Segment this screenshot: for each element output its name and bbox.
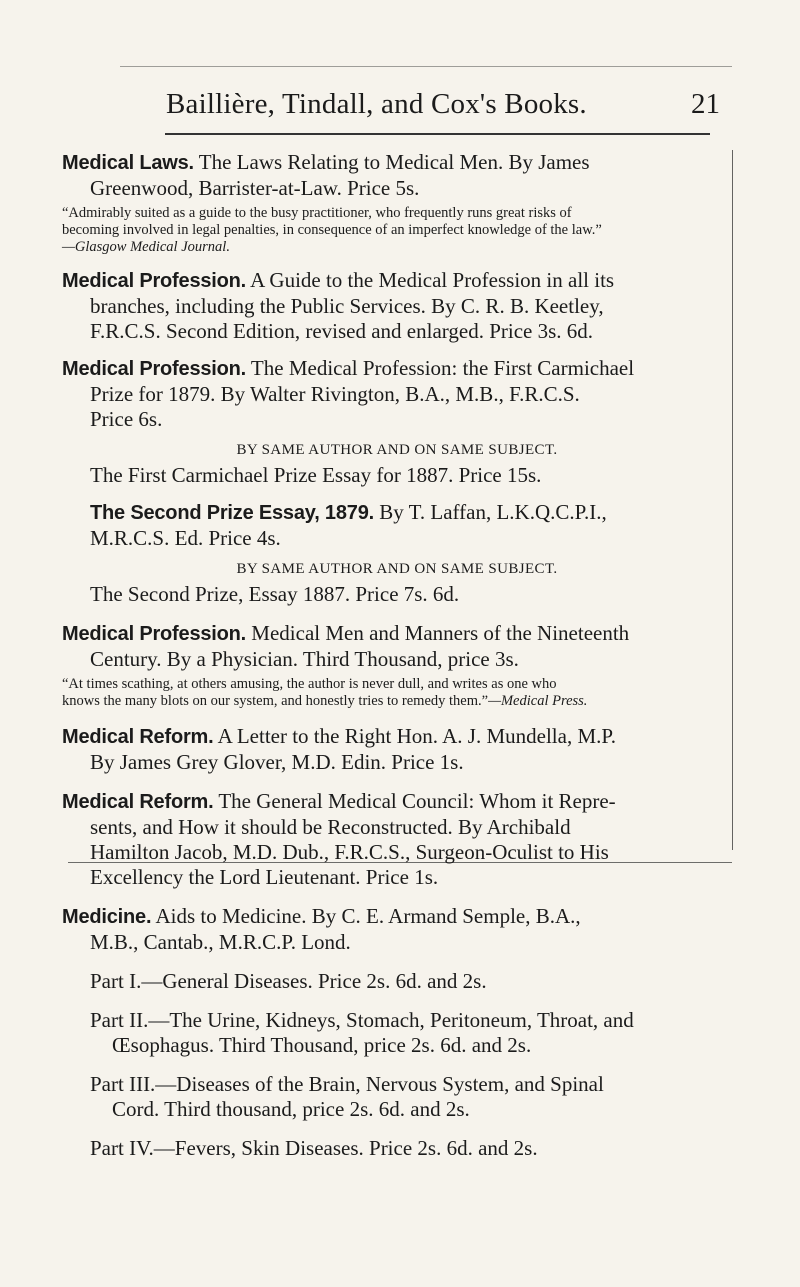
catalogue-entry (62, 904, 732, 1161)
entry-text: branches, including the Public Services. By C. R. B. Keetley, (90, 294, 604, 318)
entry-text: Price 6s. (90, 407, 163, 431)
entry-text: Century. By a Physician. Third Thousand, price 3s. (90, 647, 519, 671)
review-source: —Medical Press. (488, 693, 588, 709)
catalogue-list (62, 142, 732, 1161)
entry-text: Excellency the Lord Lieutenant. Price 1s. (90, 865, 439, 889)
top-rule (120, 66, 732, 67)
entry-text: M.B., Cantab., M.R.C.P. Lond. (90, 930, 351, 954)
entry-text: sents, and How it should be Reconstructed. By Archibald (90, 815, 571, 839)
catalogue-entry (62, 621, 732, 710)
entry-text: The Laws Relating to Medical Men. By James (198, 150, 590, 174)
same-author-heading: BY SAME AUTHOR AND ON SAME SUBJECT. (236, 561, 558, 577)
same-author-heading: BY SAME AUTHOR AND ON SAME SUBJECT. (236, 442, 558, 458)
review-quote: knows the many blots on our system, and honestly tries to remedy them.” (62, 693, 489, 709)
entry-heading: Medical Reform. (62, 726, 214, 748)
entry-heading: Medical Profession. (62, 270, 247, 292)
catalogue-entry (62, 724, 732, 775)
entry-text: F.R.C.S. Second Edition, revised and enlarged. Price 3s. 6d. (90, 319, 594, 343)
review-quote: becoming involved in legal penalties, in consequence of an imperfect knowledge of the law.” (62, 222, 602, 238)
catalogue-entry (62, 500, 732, 607)
part-line: Œsophagus. Third Thousand, price 2s. 6d. and 2s. (112, 1033, 532, 1057)
running-header (166, 88, 726, 134)
entry-text: The Medical Profession: the First Carmichael (250, 356, 635, 380)
part-line: Part II.—The Urine, Kidneys, Stomach, Peritoneum, Throat, and (90, 1008, 634, 1032)
entry-text: Prize for 1879. By Walter Rivington, B.A., M.B., F.R.C.S. (90, 382, 580, 406)
entry-heading: Medical Reform. (62, 791, 214, 813)
part-line: Part IV.—Fevers, Skin Diseases. Price 2s. 6d. and 2s. (90, 1136, 538, 1160)
frame-right-rule (732, 150, 733, 850)
entry-heading: Medical Profession. (62, 623, 247, 645)
catalogue-entry (62, 150, 732, 256)
entry-heading: The Second Prize Essay, 1879. (90, 502, 374, 524)
entry-text: The First Carmichael Prize Essay for 1887. Price 15s. (90, 463, 542, 487)
review-quote: “At times scathing, at others amusing, the author is never dull, and writes as one who (62, 676, 557, 692)
page-number: 21 (691, 88, 720, 120)
review-quote: “Admirably suited as a guide to the busy practitioner, who frequently runs great risks of (62, 205, 572, 221)
entry-text: Greenwood, Barrister-at-Law. Price 5s. (90, 176, 420, 200)
entry-text: The General Medical Council: Whom it Repre- (218, 789, 616, 813)
entry-heading: Medicine. (62, 906, 152, 928)
entry-text: The Second Prize, Essay 1887. Price 7s. 6d. (90, 582, 460, 606)
review-source: —Glasgow Medical Journal. (62, 239, 230, 255)
catalogue-entry (62, 356, 732, 488)
catalogue-entry (62, 789, 732, 890)
entry-text: A Guide to the Medical Profession in all its (250, 268, 615, 292)
header-title: Baillière, Tindall, and Cox's Books. (166, 88, 587, 120)
part-line: Part I.—General Diseases. Price 2s. 6d. and 2s. (90, 969, 487, 993)
entry-text: M.R.C.S. Ed. Price 4s. (90, 526, 281, 550)
entry-heading: Medical Laws. (62, 152, 194, 174)
entry-text: Hamilton Jacob, M.D. Dub., F.R.C.S., Surgeon-Oculist to His (90, 840, 609, 864)
entry-text: By James Grey Glover, M.D. Edin. Price 1s. (90, 750, 464, 774)
entry-text: Medical Men and Manners of the Nineteenth (251, 621, 630, 645)
header-rule (165, 133, 710, 135)
entry-text: A Letter to the Right Hon. A. J. Mundella, M.P. (217, 724, 616, 748)
part-line: Part III.—Diseases of the Brain, Nervous System, and Spinal (90, 1072, 604, 1096)
entry-text: By T. Laffan, L.K.Q.C.P.I., (379, 500, 607, 524)
catalogue-entry (62, 268, 732, 344)
entry-heading: Medical Profession. (62, 358, 247, 380)
entry-text: Aids to Medicine. By C. E. Armand Semple, B.A., (155, 904, 581, 928)
part-line: Cord. Third thousand, price 2s. 6d. and 2s. (112, 1097, 470, 1121)
